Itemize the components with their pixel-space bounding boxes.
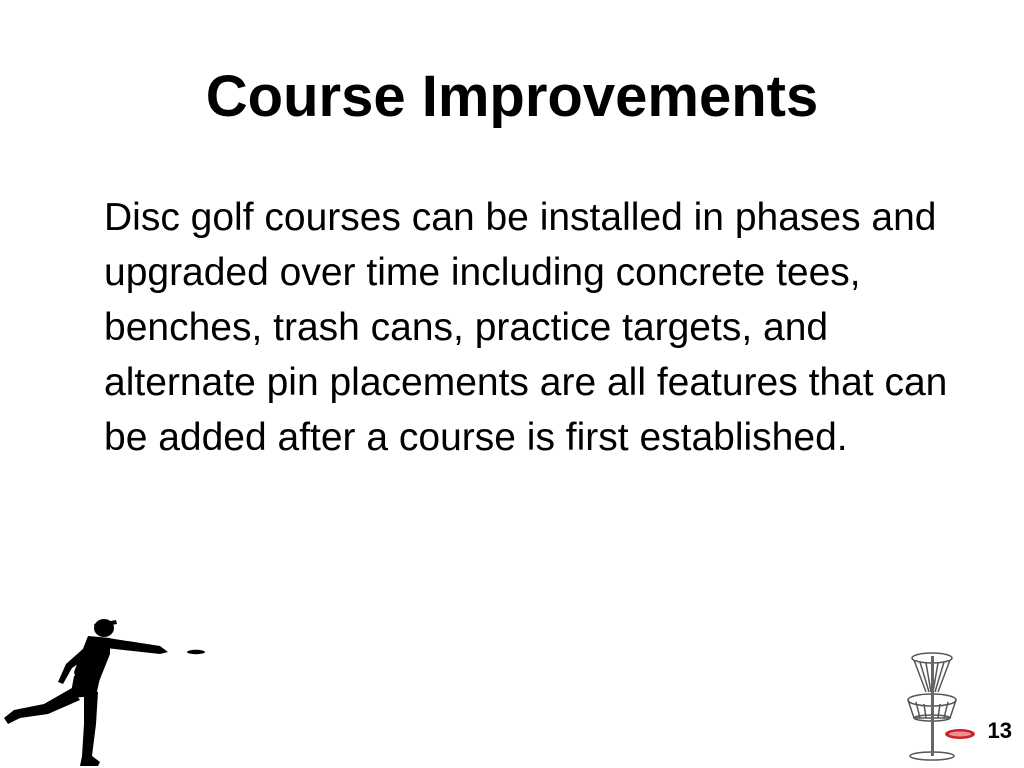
slide-body-text: Disc golf courses can be installed in phases and upgraded over time including concrete tees, benches, trash cans, practice targets, and alternate pin placements are all features that can be added after a course is first established. [104,196,948,459]
disc-golf-basket-icon [896,648,986,764]
page-number: 13 [987,718,1012,743]
slide-title: Course Improvements [205,64,819,129]
disc-golf-thrower-silhouette-icon [0,612,215,768]
